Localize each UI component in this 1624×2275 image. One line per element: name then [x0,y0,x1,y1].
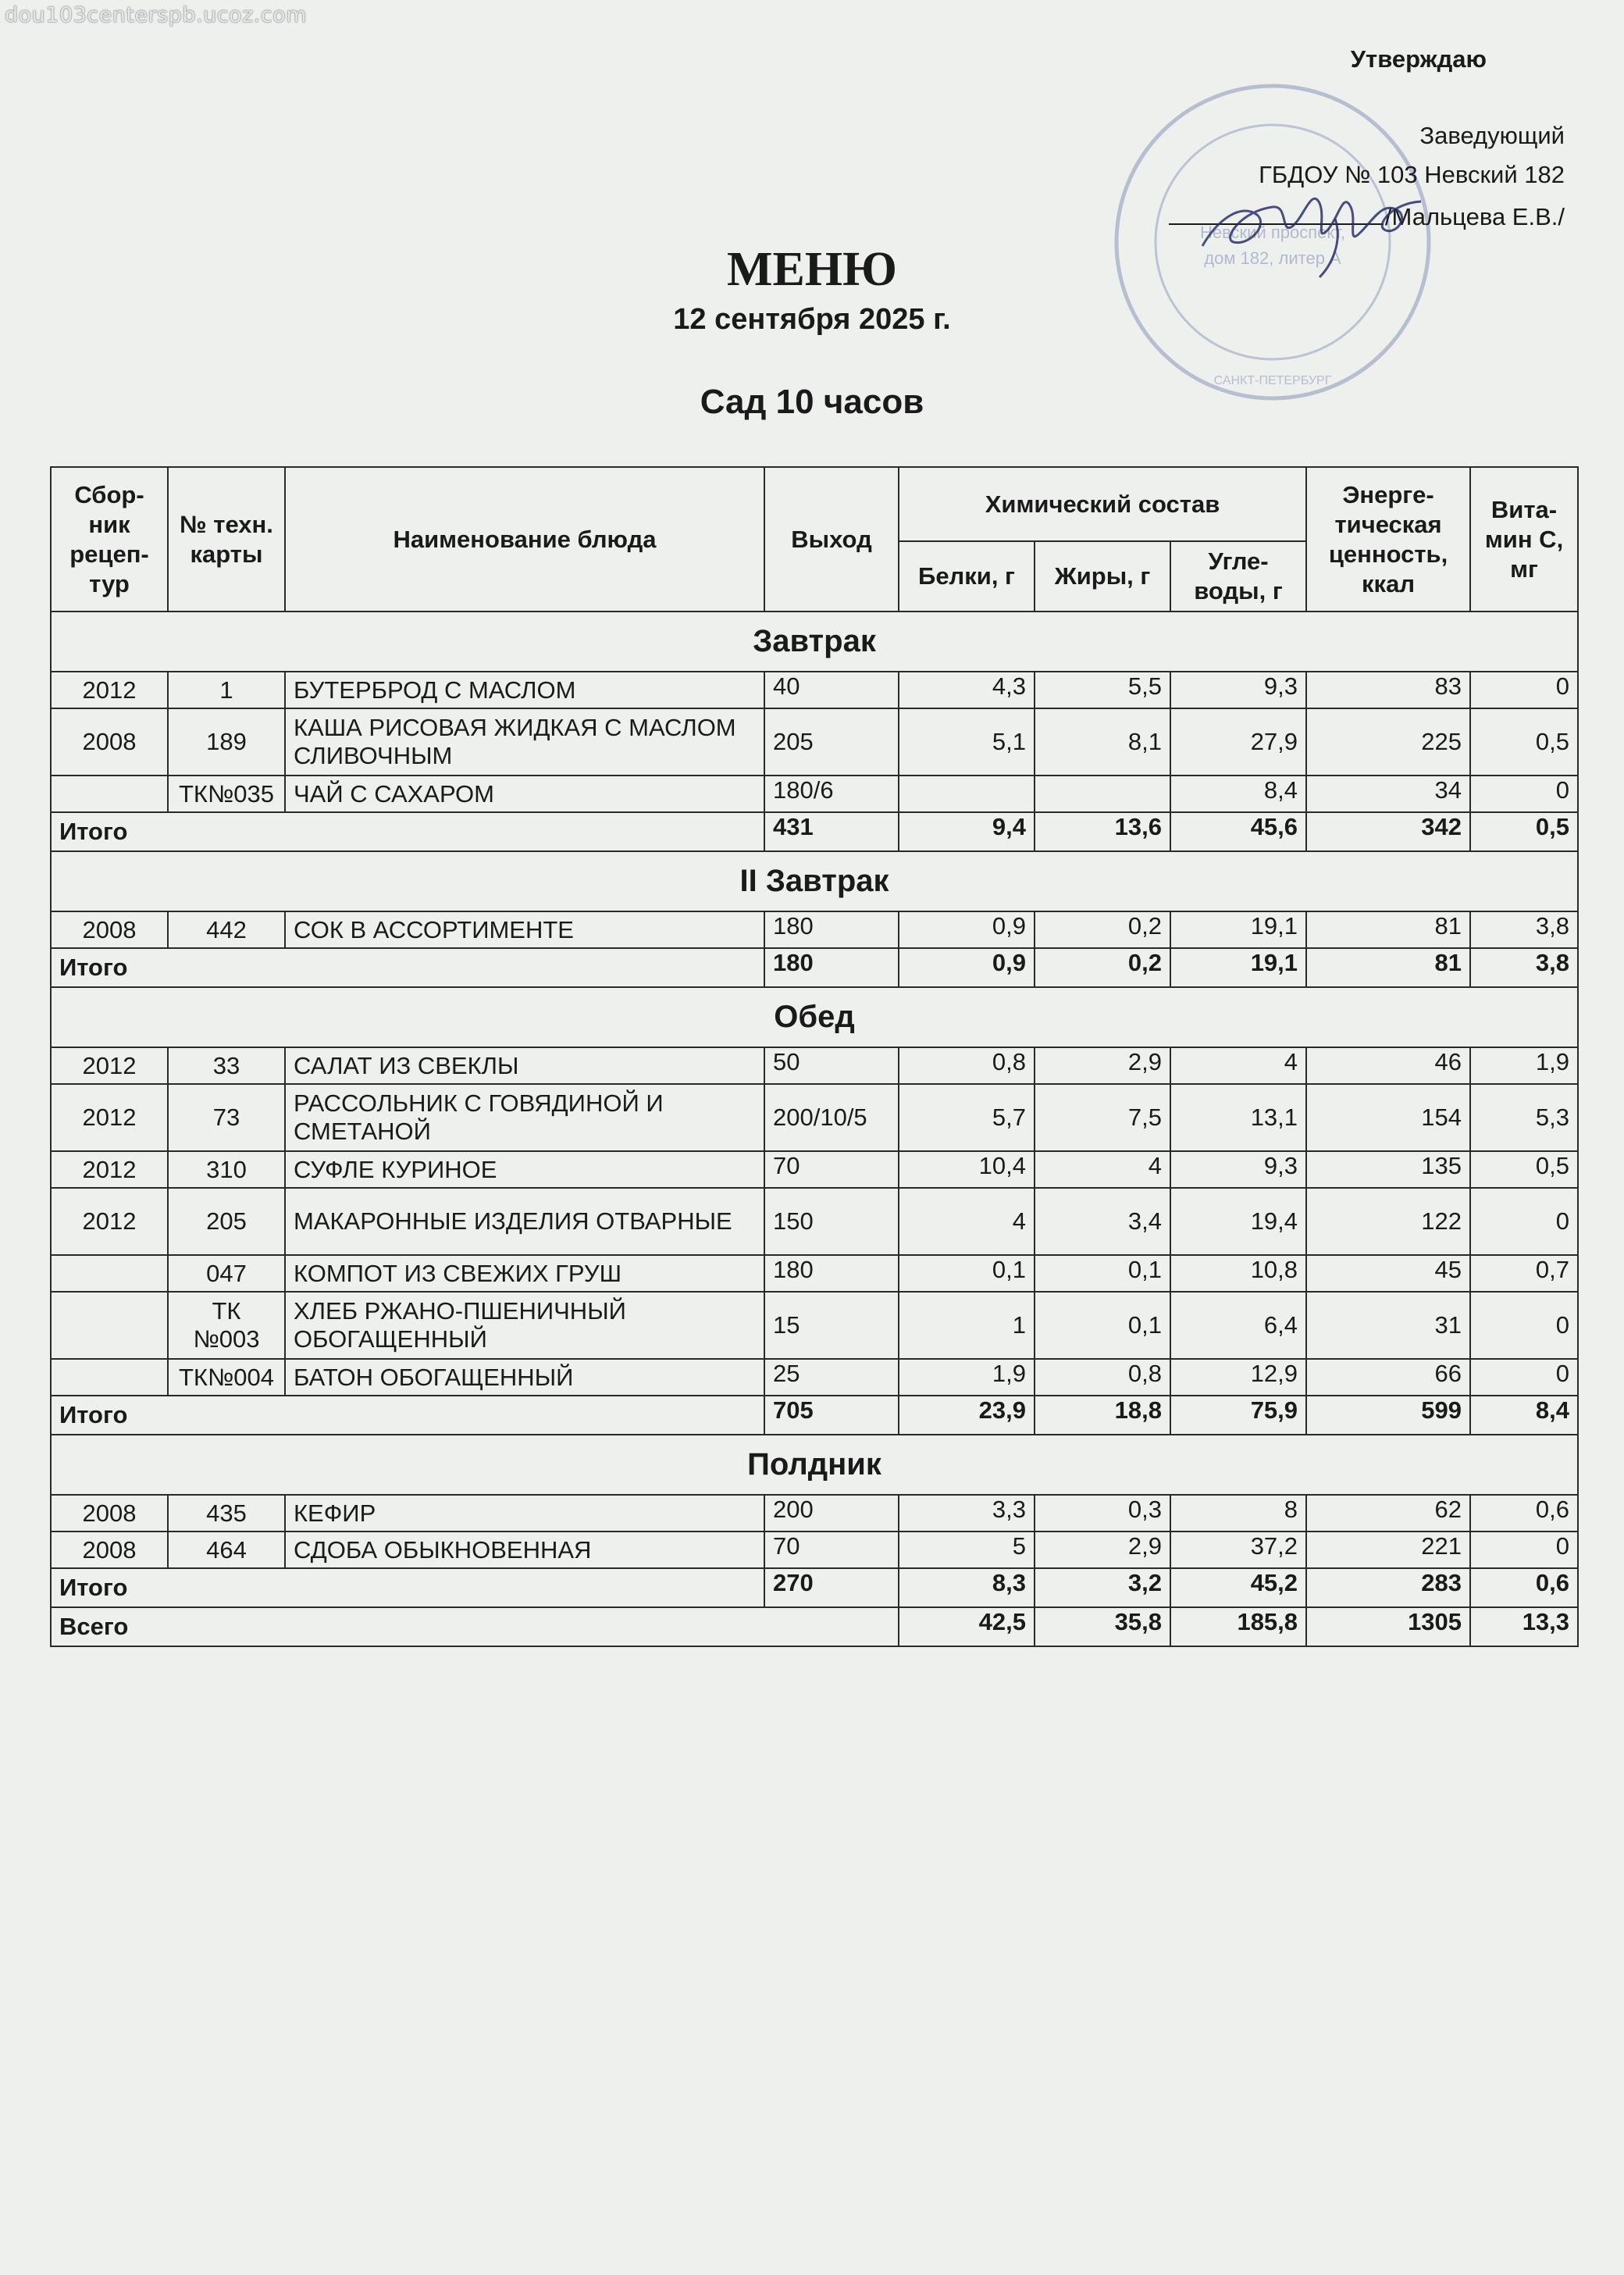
energy-cell: 154 [1306,1084,1470,1151]
tech-card-cell: 205 [168,1188,285,1255]
vitamin-cell: 0 [1470,1359,1578,1396]
dish-name-cell: КОМПОТ ИЗ СВЕЖИХ ГРУШ [285,1255,764,1292]
total-fat-cell: 0,2 [1035,948,1170,987]
dish-name-cell: КЕФИР [285,1495,764,1532]
protein-cell: 0,9 [899,911,1035,948]
section-header-row [51,851,1578,911]
dish-name-cell: ХЛЕБ РЖАНО-ПШЕНИЧНЫЙ ОБОГАЩЕННЫЙ [285,1292,764,1359]
total-energy-cell: 283 [1306,1568,1470,1607]
dish-row [51,708,1578,776]
protein-cell: 4,3 [899,672,1035,708]
document-title: МЕНЮ [727,243,897,296]
dish-row [51,1532,1578,1568]
dish-name-cell: МАКАРОННЫЕ ИЗДЕЛИЯ ОТВАРНЫЕ [285,1188,764,1255]
total-vitamin-cell: 0,5 [1470,812,1578,851]
grand-total-protein-cell: 42,5 [899,1607,1035,1646]
protein-cell: 1 [899,1292,1035,1359]
energy-cell: 81 [1306,911,1470,948]
total-label-cell: Итого [51,812,764,851]
recipe-collection-cell: 2008 [51,911,168,948]
dish-row [51,776,1578,812]
vitamin-cell: 3,8 [1470,911,1578,948]
recipe-collection-cell [51,776,168,812]
carbs-cell: 19,1 [1170,911,1306,948]
section-total-row [51,812,1578,851]
header-collection: Сбор-ник рецеп-тур [51,467,168,612]
section-header-row [51,1435,1578,1495]
output-cell: 50 [764,1047,899,1084]
fat-cell: 4 [1035,1151,1170,1188]
total-protein-cell: 0,9 [899,948,1035,987]
output-cell: 70 [764,1151,899,1188]
total-fat-cell: 3,2 [1035,1568,1170,1607]
total-output-cell: 431 [764,812,899,851]
tech-card-cell: 464 [168,1532,285,1568]
grand-total-vitamin-cell: 13,3 [1470,1607,1578,1646]
energy-cell: 46 [1306,1047,1470,1084]
energy-cell: 221 [1306,1532,1470,1568]
energy-cell: 31 [1306,1292,1470,1359]
dish-row [51,1255,1578,1292]
total-carbs-cell: 45,2 [1170,1568,1306,1607]
header-vitamin: Вита-мин С, мг [1470,467,1578,612]
vitamin-cell: 0 [1470,1188,1578,1255]
section-title: Полдник [51,1435,1578,1495]
vitamin-cell: 0,7 [1470,1255,1578,1292]
vitamin-cell: 0,5 [1470,1151,1578,1188]
section-total-row [51,948,1578,987]
tech-card-cell: 73 [168,1084,285,1151]
total-vitamin-cell: 3,8 [1470,948,1578,987]
header-tech-card: № техн. карты [168,467,285,612]
output-cell: 180 [764,911,899,948]
recipe-collection-cell: 2008 [51,708,168,776]
header-protein: Белки, г [899,541,1035,612]
carbs-cell: 4 [1170,1047,1306,1084]
section-title: II Завтрак [51,851,1578,911]
header-chemical-composition: Химический состав [899,467,1306,541]
header-dish-name: Наименование блюда [285,467,764,612]
tech-card-cell: 442 [168,911,285,948]
dish-name-cell: КАША РИСОВАЯ ЖИДКАЯ С МАСЛОМ СЛИВОЧНЫМ [285,708,764,776]
tech-card-cell: 310 [168,1151,285,1188]
fat-cell: 0,2 [1035,911,1170,948]
fat-cell: 8,1 [1035,708,1170,776]
recipe-collection-cell: 2012 [51,1188,168,1255]
output-cell: 150 [764,1188,899,1255]
output-cell: 205 [764,708,899,776]
dish-row [51,1495,1578,1532]
total-carbs-cell: 75,9 [1170,1396,1306,1435]
section-total-row [51,1396,1578,1435]
recipe-collection-cell: 2008 [51,1532,168,1568]
total-fat-cell: 18,8 [1035,1396,1170,1435]
fat-cell: 0,3 [1035,1495,1170,1532]
header-carbs: Угле-воды, г [1170,541,1306,612]
grand-total-energy-cell: 1305 [1306,1607,1470,1646]
output-cell: 70 [764,1532,899,1568]
grand-total-label-cell: Всего [51,1607,899,1646]
menu-date: 12 сентября 2025 г. [673,303,951,336]
recipe-collection-cell [51,1255,168,1292]
fat-cell: 0,1 [1035,1292,1170,1359]
grand-total-fat-cell: 35,8 [1035,1607,1170,1646]
protein-cell [899,776,1035,812]
output-cell: 200/10/5 [764,1084,899,1151]
carbs-cell: 9,3 [1170,672,1306,708]
approval-organization: ГБДОУ № 103 Невский 182 [1259,161,1565,188]
output-cell: 25 [764,1359,899,1396]
total-label-cell: Итого [51,948,764,987]
recipe-collection-cell [51,1359,168,1396]
total-label-cell: Итого [51,1568,764,1607]
dish-name-cell: БУТЕРБРОД С МАСЛОМ [285,672,764,708]
dish-row [51,1359,1578,1396]
section-title: Обед [51,987,1578,1047]
total-label-cell: Итого [51,1396,764,1435]
section-title: Завтрак [51,612,1578,672]
total-vitamin-cell: 8,4 [1470,1396,1578,1435]
tech-card-cell: ТК№004 [168,1359,285,1396]
tech-card-cell: 189 [168,708,285,776]
energy-cell: 66 [1306,1359,1470,1396]
output-cell: 180/6 [764,776,899,812]
carbs-cell: 6,4 [1170,1292,1306,1359]
total-protein-cell: 8,3 [899,1568,1035,1607]
dish-row [51,672,1578,708]
total-vitamin-cell: 0,6 [1470,1568,1578,1607]
fat-cell: 7,5 [1035,1084,1170,1151]
total-output-cell: 270 [764,1568,899,1607]
section-header-row [51,987,1578,1047]
dish-row [51,1151,1578,1188]
total-fat-cell: 13,6 [1035,812,1170,851]
total-energy-cell: 81 [1306,948,1470,987]
vitamin-cell: 1,9 [1470,1047,1578,1084]
approval-position: Заведующий [1419,122,1565,149]
protein-cell: 3,3 [899,1495,1035,1532]
header-energy: Энерге-тическая ценность, ккал [1306,467,1470,612]
fat-cell: 2,9 [1035,1047,1170,1084]
output-cell: 15 [764,1292,899,1359]
dish-row [51,1084,1578,1151]
energy-cell: 83 [1306,672,1470,708]
fat-cell: 0,1 [1035,1255,1170,1292]
protein-cell: 5,7 [899,1084,1035,1151]
dish-name-cell: СУФЛЕ КУРИНОЕ [285,1151,764,1188]
total-energy-cell: 599 [1306,1396,1470,1435]
protein-cell: 0,1 [899,1255,1035,1292]
vitamin-cell: 0 [1470,776,1578,812]
dish-row [51,911,1578,948]
fat-cell: 0,8 [1035,1359,1170,1396]
svg-text:дом 182, литер А: дом 182, литер А [1204,248,1341,268]
dish-name-cell: САЛАТ ИЗ СВЕКЛЫ [285,1047,764,1084]
group-name: Сад 10 часов [700,383,924,421]
grand-total-row [51,1607,1578,1646]
svg-text:САНКТ-ПЕТЕРБУРГ: САНКТ-ПЕТЕРБУРГ [1213,374,1332,387]
carbs-cell: 27,9 [1170,708,1306,776]
output-cell: 40 [764,672,899,708]
energy-cell: 45 [1306,1255,1470,1292]
recipe-collection-cell [51,1292,168,1359]
recipe-collection-cell: 2012 [51,1151,168,1188]
energy-cell: 135 [1306,1151,1470,1188]
energy-cell: 122 [1306,1188,1470,1255]
output-cell: 180 [764,1255,899,1292]
total-carbs-cell: 19,1 [1170,948,1306,987]
source-url-watermark: dou103centerspb.ucoz.com [5,3,307,27]
protein-cell: 4 [899,1188,1035,1255]
dish-name-cell: БАТОН ОБОГАЩЕННЫЙ [285,1359,764,1396]
energy-cell: 225 [1306,708,1470,776]
vitamin-cell: 5,3 [1470,1084,1578,1151]
protein-cell: 5 [899,1532,1035,1568]
dish-row [51,1188,1578,1255]
grand-total-carbs-cell: 185,8 [1170,1607,1306,1646]
menu-table-body [51,612,1578,1646]
total-energy-cell: 342 [1306,812,1470,851]
dish-name-cell: СОК В АССОРТИМЕНТЕ [285,911,764,948]
section-total-row [51,1568,1578,1607]
carbs-cell: 8 [1170,1495,1306,1532]
vitamin-cell: 0 [1470,672,1578,708]
carbs-cell: 12,9 [1170,1359,1306,1396]
protein-cell: 10,4 [899,1151,1035,1188]
fat-cell [1035,776,1170,812]
section-header-row [51,612,1578,672]
tech-card-cell: 33 [168,1047,285,1084]
recipe-collection-cell: 2008 [51,1495,168,1532]
carbs-cell: 19,4 [1170,1188,1306,1255]
protein-cell: 0,8 [899,1047,1035,1084]
total-protein-cell: 23,9 [899,1396,1035,1435]
dish-row [51,1292,1578,1359]
carbs-cell: 9,3 [1170,1151,1306,1188]
dish-name-cell: РАССОЛЬНИК С ГОВЯДИНОЙ И СМЕТАНОЙ [285,1084,764,1151]
svg-text:Невский проспект,: Невский проспект, [1199,223,1346,242]
vitamin-cell: 0 [1470,1532,1578,1568]
total-carbs-cell: 45,6 [1170,812,1306,851]
dish-row [51,1047,1578,1084]
menu-table [50,466,1579,1647]
vitamin-cell: 0,6 [1470,1495,1578,1532]
header-fat: Жиры, г [1035,541,1170,612]
tech-card-cell: 435 [168,1495,285,1532]
header-output: Выход [764,467,899,612]
dish-name-cell: СДОБА ОБЫКНОВЕННАЯ [285,1532,764,1568]
recipe-collection-cell: 2012 [51,672,168,708]
tech-card-cell: 047 [168,1255,285,1292]
fat-cell: 3,4 [1035,1188,1170,1255]
tech-card-cell: ТК №003 [168,1292,285,1359]
tech-card-cell: ТК№035 [168,776,285,812]
total-output-cell: 705 [764,1396,899,1435]
total-output-cell: 180 [764,948,899,987]
dish-name-cell: ЧАЙ С САХАРОМ [285,776,764,812]
carbs-cell: 8,4 [1170,776,1306,812]
fat-cell: 5,5 [1035,672,1170,708]
protein-cell: 5,1 [899,708,1035,776]
carbs-cell: 37,2 [1170,1532,1306,1568]
recipe-collection-cell: 2012 [51,1084,168,1151]
output-cell: 200 [764,1495,899,1532]
approval-title: Утверждаю [1350,45,1487,73]
energy-cell: 62 [1306,1495,1470,1532]
carbs-cell: 10,8 [1170,1255,1306,1292]
recipe-collection-cell: 2012 [51,1047,168,1084]
vitamin-cell: 0,5 [1470,708,1578,776]
energy-cell: 34 [1306,776,1470,812]
carbs-cell: 13,1 [1170,1084,1306,1151]
tech-card-cell: 1 [168,672,285,708]
approval-signatory: /Мальцева Е.В./ [1384,203,1565,230]
protein-cell: 1,9 [899,1359,1035,1396]
fat-cell: 2,9 [1035,1532,1170,1568]
vitamin-cell: 0 [1470,1292,1578,1359]
total-protein-cell: 9,4 [899,812,1035,851]
